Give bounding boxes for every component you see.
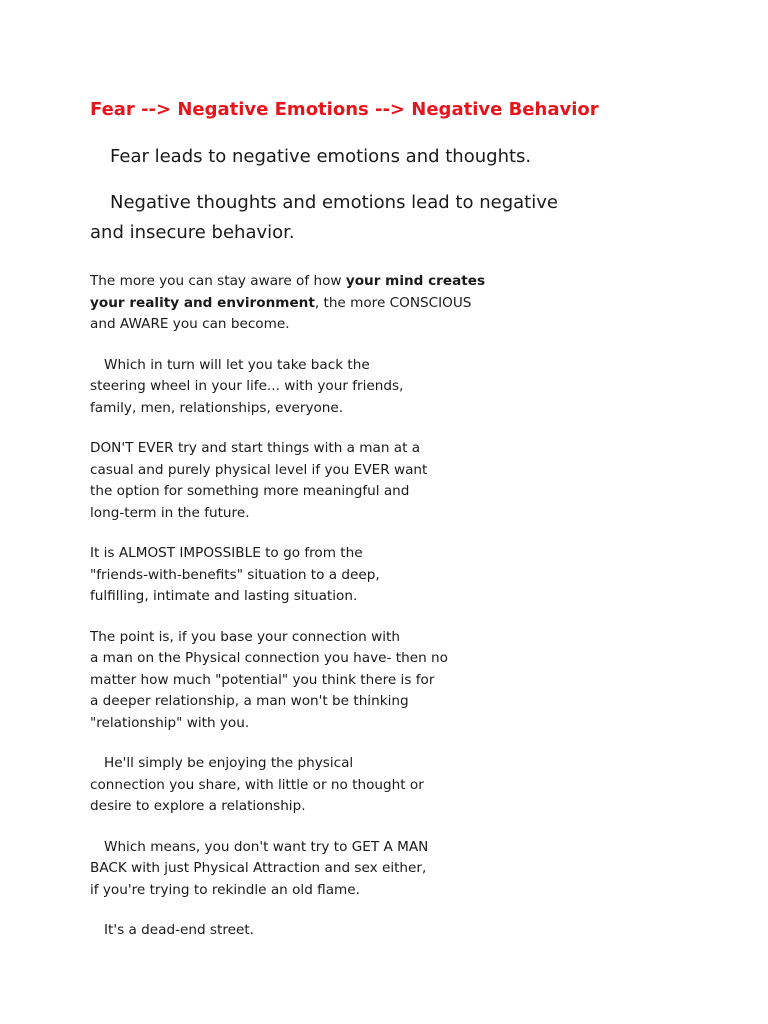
lead-2-line-2: and insecure behavior. [90, 222, 295, 243]
paragraph-line: steering wheel in your life... with your friends, [90, 378, 404, 394]
paragraph-line: casual and purely physical level if you EVER want [90, 461, 428, 478]
document-title: Fear --> Negative Emotions --> Negative Behavior [90, 99, 599, 120]
bold-text: your reality and environment [90, 294, 315, 311]
paragraph-line: desire to explore a relationship. [90, 798, 306, 814]
paragraph-line: if you're trying to rekindle an old flame. [90, 881, 360, 898]
paragraph-1-line-3: and AWARE you can become. [90, 316, 290, 332]
paragraph-get-a-man-back [90, 837, 690, 902]
lead-paragraph-1: Fear leads to negative emotions and thoughts. [110, 146, 532, 167]
paragraph-line: He'll simply be enjoying the physical [104, 755, 354, 771]
paragraph-dead-end [90, 920, 690, 942]
paragraph-physical-connection [90, 753, 690, 818]
document-page [90, 96, 690, 942]
paragraph-line: "relationship" with you. [90, 714, 250, 731]
paragraph-line: DON'T EVER try and start things with a man at a [90, 440, 421, 456]
paragraph-line: It is ALMOST IMPOSSIBLE to go from the [90, 545, 363, 561]
paragraph-line: the option for something more meaningful and [90, 483, 410, 499]
paragraph-line: a deeper relationship, a man won't be thinking [90, 693, 409, 709]
paragraph-dont-ever [90, 438, 690, 524]
paragraph-line: connection you share, with little or no thought or [90, 776, 424, 793]
text-run: , the more CONSCIOUS [314, 294, 472, 311]
paragraph-line: BACK with just Physical Attraction and sex either, [90, 860, 427, 876]
paragraph-1-line-2 [90, 293, 690, 315]
paragraph-awareness [90, 271, 690, 336]
lead-2-line-1: Negative thoughts and emotions lead to negative [110, 192, 558, 213]
paragraph-the-point [90, 627, 690, 735]
paragraph-line: matter how much "potential" you think there is for [90, 671, 435, 688]
lead-paragraph-2 [90, 188, 690, 248]
paragraph-line: It's a dead-end street. [104, 922, 254, 938]
paragraph-1-line-1 [90, 271, 690, 293]
paragraph-line: Which in turn will let you take back the [104, 356, 370, 373]
paragraph-line: "friends-with-benefits" situation to a deep, [90, 566, 380, 583]
paragraph-line: long-term in the future. [90, 504, 250, 521]
bold-text: your mind creates [345, 273, 486, 289]
paragraph-line: a man on the Physical connection you have- then no [90, 650, 448, 666]
paragraph-steering-wheel [90, 355, 690, 420]
paragraph-line: fulfilling, intimate and lasting situation. [90, 588, 358, 604]
paragraph-line: The point is, if you base your connection with [90, 628, 400, 645]
paragraph-line: family, men, relationships, everyone. [90, 399, 344, 416]
text-run: The more you can stay aware of how [90, 273, 346, 289]
paragraph-line: Which means, you don't want try to GET A MAN [104, 838, 429, 855]
paragraph-almost-impossible [90, 543, 690, 608]
